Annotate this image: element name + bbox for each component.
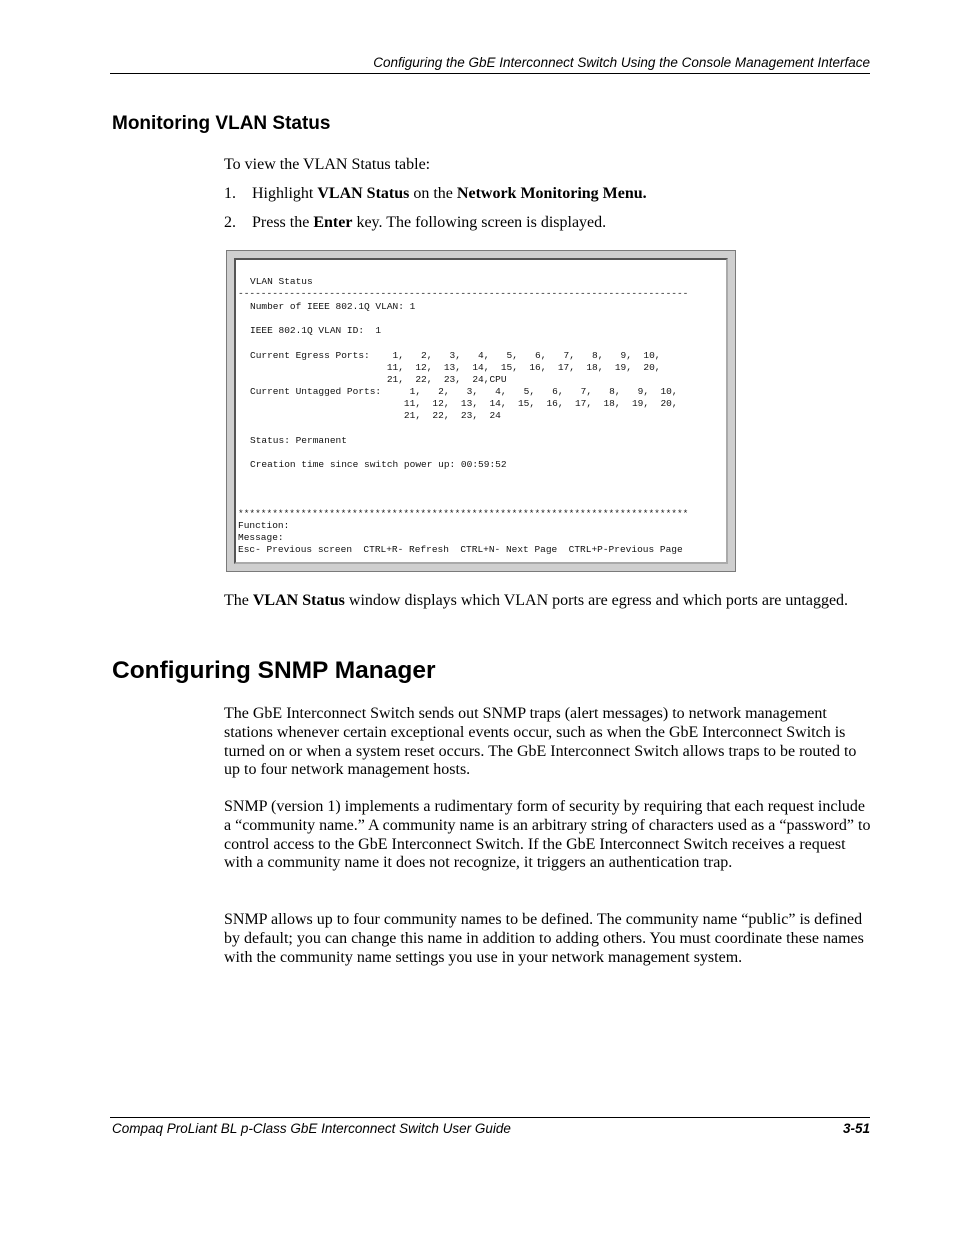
desc-text: The xyxy=(224,592,253,609)
screen-function: Function: xyxy=(238,520,290,531)
vlan-status-description xyxy=(224,591,874,610)
step-number: 2. xyxy=(224,214,236,231)
footer-rule xyxy=(110,1117,870,1118)
terminal-window xyxy=(234,258,728,564)
step-bold: VLAN Status xyxy=(317,185,410,202)
desc-text: window displays which VLAN ports are egress and which ports are untagged. xyxy=(344,592,849,609)
snmp-paragraph-3: SNMP allows up to four community names to be defined. The community name “public” is defined by default; you can change this name in addition to adding others. You must coordinate these names with the community name settings you use in your network management system. xyxy=(224,911,864,966)
step-1 xyxy=(224,184,874,203)
step-text: Press the xyxy=(252,214,314,231)
step-text: Highlight xyxy=(252,185,318,202)
screen-untagged-ports: 21, 22, 23, 24 xyxy=(250,410,501,421)
screen-message: Message: xyxy=(238,532,284,543)
section-heading-snmp-manager: Configuring SNMP Manager xyxy=(112,657,436,684)
screen-egress-ports: 21, 22, 23, 24,CPU xyxy=(250,374,507,385)
step-text: key. The following screen is displayed. xyxy=(352,214,607,231)
screen-key-help: Esc- Previous screen CTRL+R- Refresh CTRL+N- Next Page CTRL+P-Previous Page xyxy=(238,544,683,555)
screen-egress-ports: Current Egress Ports: 1, 2, 3, 4, 5, 6, 7, 8, 9, 10, xyxy=(250,350,661,361)
screen-vlan-id: IEEE 802.1Q VLAN ID: 1 xyxy=(250,325,382,336)
screen-untagged-ports: 11, 12, 13, 14, 15, 16, 17, 18, 19, 20, xyxy=(250,398,678,409)
desc-bold: VLAN Status xyxy=(252,592,345,609)
step-2 xyxy=(224,213,874,232)
header-rule xyxy=(110,73,870,74)
screen-dash-line: ------------------------------------------------------------------------------- xyxy=(238,288,689,299)
screen-star-line: ******************************************************************************* xyxy=(238,508,689,519)
step-bold: Enter xyxy=(313,214,353,231)
terminal-screen xyxy=(236,260,726,562)
screen-untagged-ports: Current Untagged Ports: 1, 2, 3, 4, 5, 6, 7, 8, 9, 10, xyxy=(250,386,678,397)
footer-page-number: 3-51 xyxy=(842,1121,870,1136)
snmp-paragraph-2: SNMP (version 1) implements a rudimentary form of security by requiring that each request include a “community name.” A community name is an arbitrary string of characters used as a “password” to control access to the GbE Interconnect Switch. If the GbE Interconnect Switch receives a request with a community name it does not recognize, it triggers an authentication trap. xyxy=(224,798,871,872)
screen-status: Status: Permanent xyxy=(250,435,347,446)
vlan-status-screenshot xyxy=(226,250,736,572)
screen-num-vlan: Number of IEEE 802.1Q VLAN: 1 xyxy=(250,301,416,312)
footer-guide-title: Compaq ProLiant BL p-Class GbE Interconnect Switch User Guide xyxy=(112,1121,511,1136)
screen-creation-time: Creation time since switch power up: 00:59:52 xyxy=(250,459,507,470)
intro-text: To view the VLAN Status table: xyxy=(224,156,431,173)
step-bold: Network Monitoring Menu. xyxy=(456,185,647,202)
step-number: 1. xyxy=(224,185,236,202)
screen-egress-ports: 11, 12, 13, 14, 15, 16, 17, 18, 19, 20, xyxy=(250,362,661,373)
screen-title: VLAN Status xyxy=(250,276,313,287)
running-header: Configuring the GbE Interconnect Switch Using the Console Management Interface xyxy=(373,55,870,70)
section-heading-monitoring-vlan: Monitoring VLAN Status xyxy=(112,113,331,134)
snmp-paragraph-1: The GbE Interconnect Switch sends out SNMP traps (alert messages) to network management stations whenever certain exceptional events occur, such as when the GbE Interconnect Switch is turned on or when a system reset occurs. The GbE Interconnect Switch allows traps to be routed to up to four network management hosts. xyxy=(224,705,857,779)
step-text: on the xyxy=(409,185,457,202)
